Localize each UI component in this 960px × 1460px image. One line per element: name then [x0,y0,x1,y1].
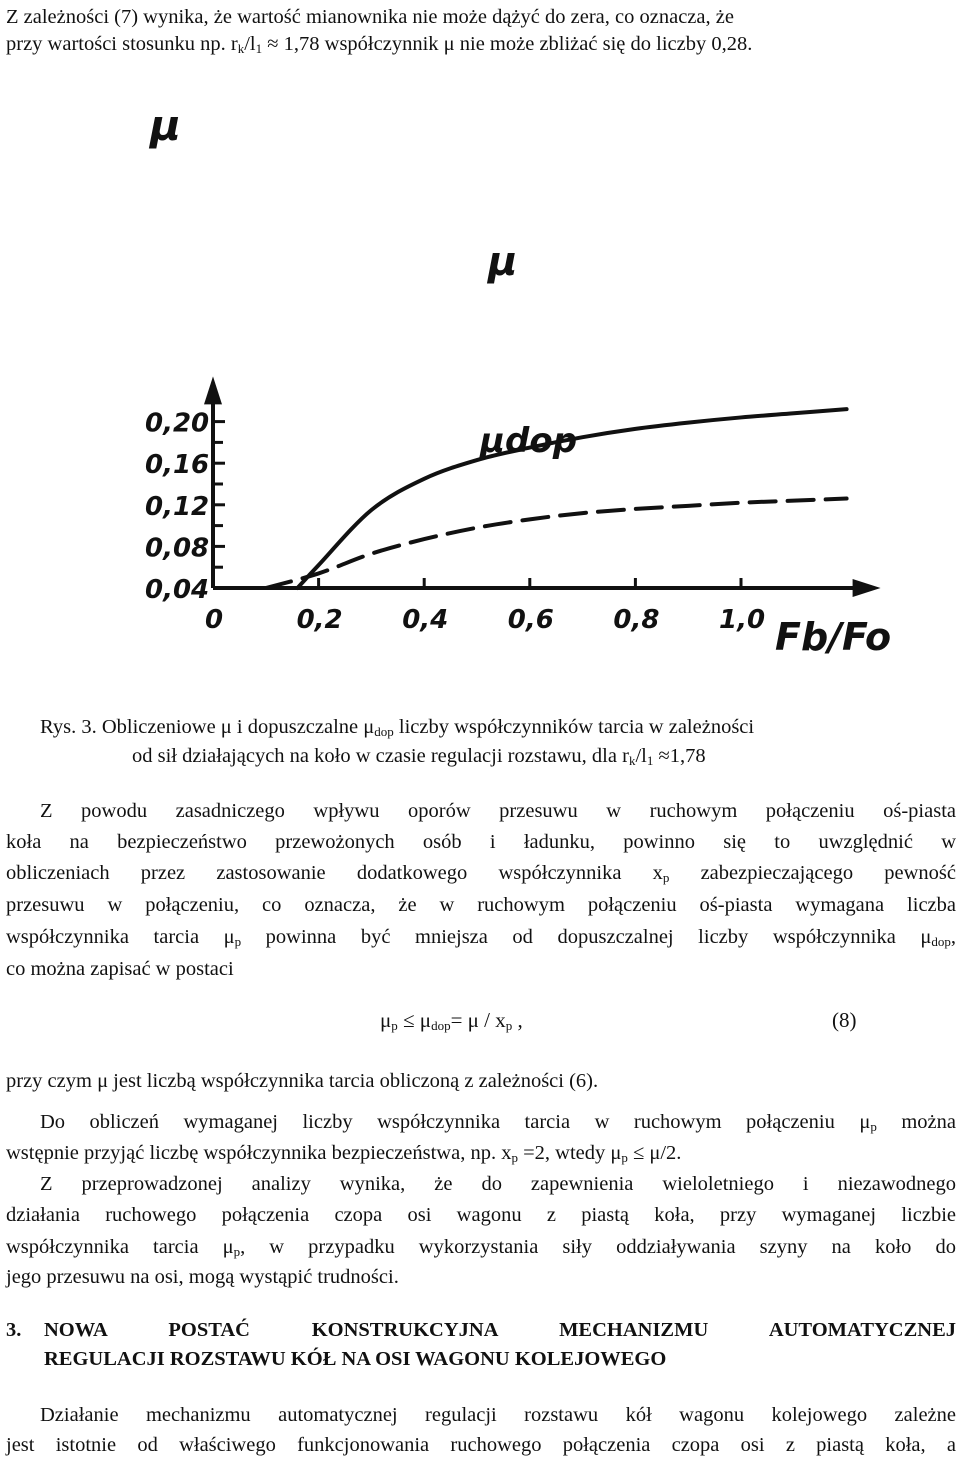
series-label-mu: μ [488,239,518,285]
paragraph-line: Z przeprowadzonej analizy wynika, że do zapewnienia wieloletniego i niezawodnego [40,1173,956,1195]
x-axis-label: Fb/Fo [775,615,892,659]
paragraph-line: wstępnie przyjąć liczbę współczynnika bezpieczeństwa, np. $x_p =2$, wtedy $\mu_p \le \mu/2$. [6,1142,682,1165]
chart-axes [204,376,881,597]
y-tick-label: 0,20 [145,408,210,439]
heading-line: REGULACJI ROZSTAWU KÓŁ NA OSI WAGONU KOLEJOWEGO [44,1348,667,1370]
y-tick-label: 0,12 [145,491,210,522]
x-tick-label: 0 [205,605,224,635]
paragraph-line: jego przesuwu na osi, mogą wystąpić trudności. [6,1266,399,1288]
section-heading [6,1316,956,1374]
y-axis-arrow [204,376,222,404]
paragraph-line: przesuwu w połączeniu, co oznacza, że w ruchowym połączeniu oś-piasta wymagana liczba [6,894,956,916]
paragraph-line: współczynnika tarcia $\mu_p$ powinna być mniejsza od dopuszczalnej liczby współczynnika $\mu_{dop}$, [6,926,956,949]
equation: $\mu_p \le \mu_{dop}= \mu / x_p$ , [380,1008,523,1033]
paragraph-line: przy czym μ jest liczbą współczynnika tarcia obliczoną z zależności (6). [6,1070,599,1092]
x-tick-label: 0,8 [613,605,660,635]
y-tick-label: 0,16 [145,450,210,481]
text-line: przy wartości stosunku np. $r_k/l_1 \approx 1,78$ współczynnik μ nie może zbliżać się do liczby 0,28. [6,33,753,56]
caption-line: Rys. 3. Obliczeniowe μ i dopuszczalne $\mu_{dop}$ liczby współczynników tarcia w zależności [40,716,755,739]
series-label-mu-dop: μdop [480,421,578,461]
paragraph-line: współczynnika tarcia $\mu_p$, w przypadku wykorzystania siły oddziaływania szyny na koło do [6,1236,956,1259]
paragraph-line: Działanie mechanizmu automatycznej regulacji rozstawu kół wagonu kolejowego zależne [40,1404,956,1426]
y-axis-label: μ [150,101,181,150]
x-tick-label: 0,2 [296,605,343,635]
y-tick-label: 0,08 [145,533,210,564]
heading-line: 3. NOWA POSTAĆ KONSTRUKCYJNA MECHANIZMU AUTOMATYCZNEJ [6,1319,956,1341]
paragraph-line: koła na bezpieczeństwo przewożonych osób i ładunku, powinno się to uwzględnić w [6,831,956,853]
paragraph-line: Do obliczeń wymaganej liczby współczynnika tarcia w ruchowym połączeniu $\mu_p$ można [40,1111,956,1134]
figure-caption [40,713,940,771]
caption-line: od sił działających na koło w czasie regulacji rozstawu, dla $r_k/l_1 \approx 1,78$ [132,745,706,768]
paragraph-line: obliczeniach przez zastosowanie dodatkowego współczynnika $x_p$ zabezpieczającego pewność [6,862,956,885]
friction-coefficient-chart [0,80,960,680]
paragraph-line: jest istotnie od właściwego funkcjonowania ruchowego połączenia czopa osi z piastą koła, a [6,1434,956,1456]
paragraph-line: co można zapisać w postaci [6,958,234,980]
text-line: Z zależności (7) wynika, że wartość mianownika nie może dążyć do zera, co oznacza, że [6,6,734,28]
y-tick-label: 0,04 [145,575,210,605]
x-tick-label: 0,4 [402,605,449,635]
equation-number: (8) [832,1008,857,1032]
chart-ticks [145,409,765,635]
x-tick-label: 0,6 [507,605,554,635]
paragraph-line: działania ruchowego połączenia czopa osi wagonu z piastą koła, przy wymaganej liczbie [6,1204,956,1226]
series-line-mu-dop [266,499,847,588]
paragraph-line: Z powodu zasadniczego wpływu oporów przesuwu w ruchowym połączeniu oś-piasta [40,800,956,822]
x-axis-arrow [853,579,881,597]
x-tick-label: 1,0 [719,605,766,635]
